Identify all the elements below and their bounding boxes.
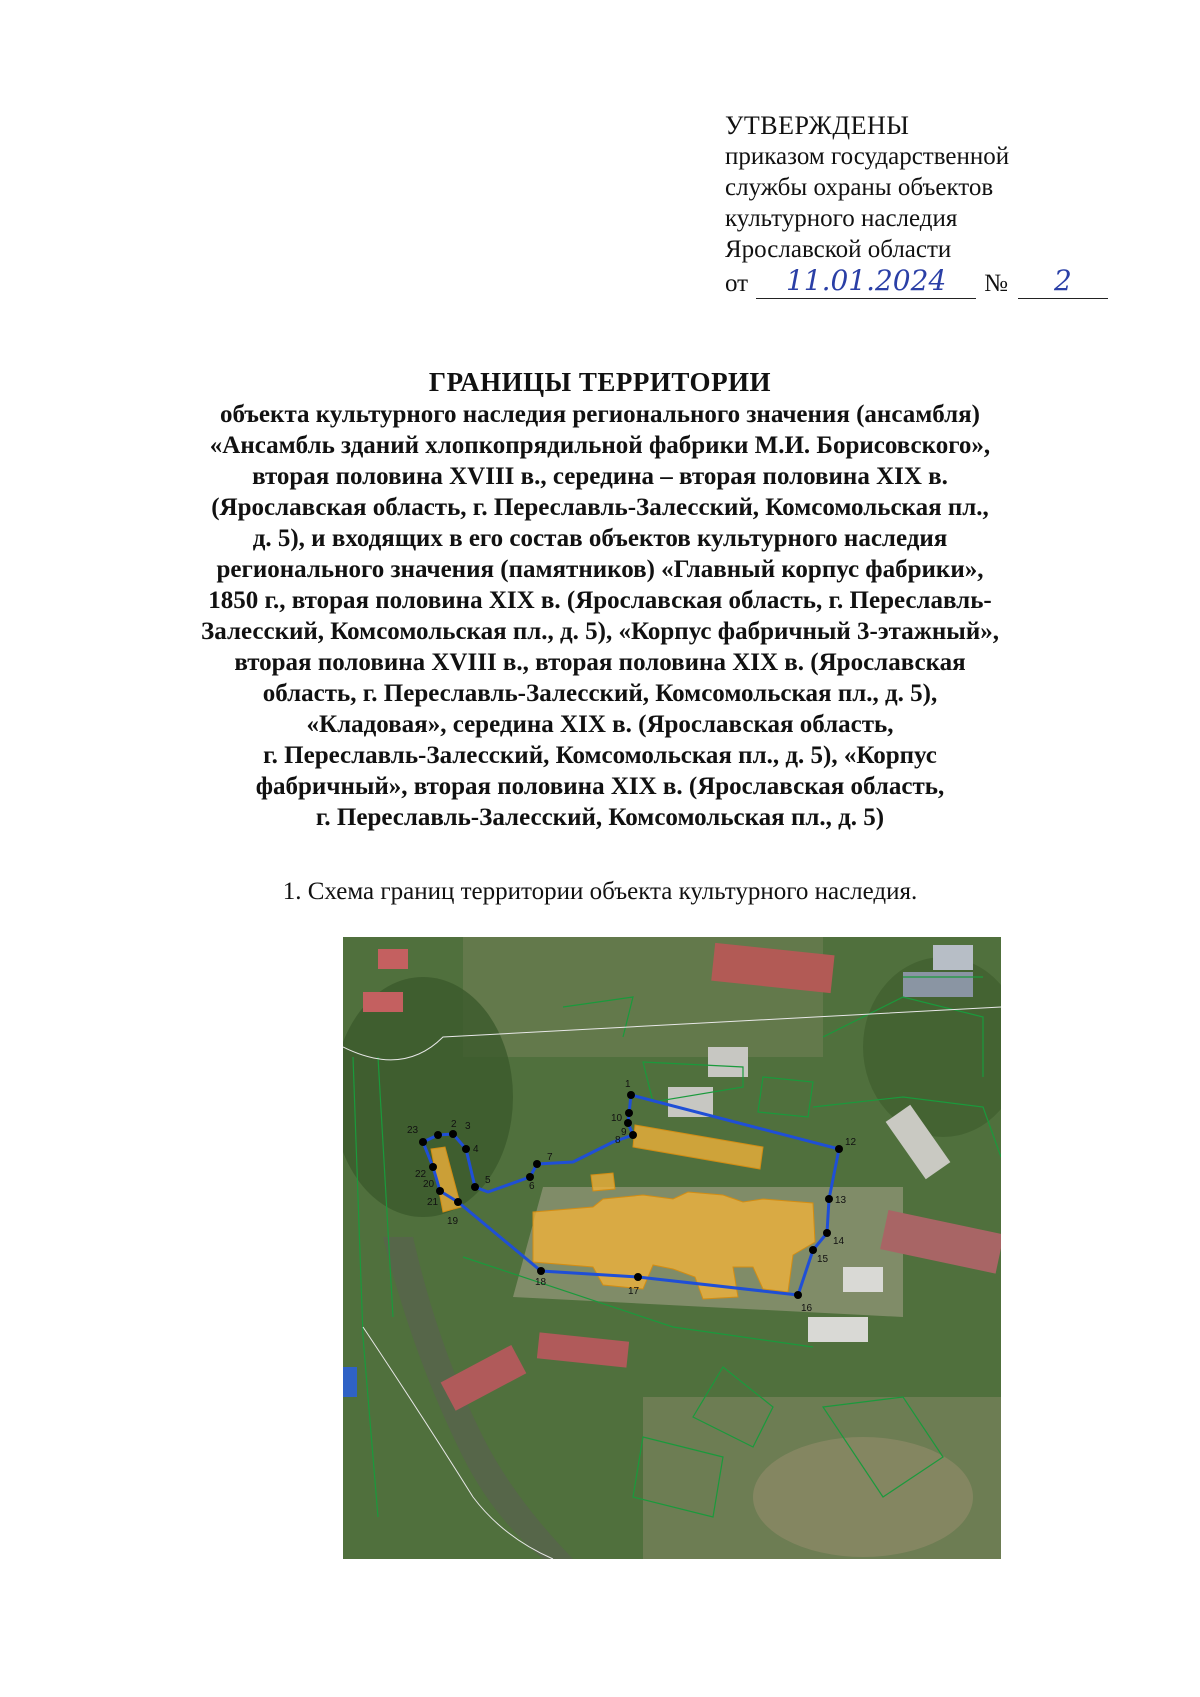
title-line-7: 1850 г., вторая половина XIX в. (Ярославская область, г. Переславль- xyxy=(208,587,992,614)
document-title xyxy=(180,365,1020,833)
approval-line-4: Ярославской области xyxy=(725,236,952,263)
point-label: 7 xyxy=(547,1152,553,1163)
title-line-12: г. Переславль-Залесский, Комсомольская пл., д. 5), «Корпус xyxy=(263,742,937,769)
number-field xyxy=(1018,265,1108,299)
point-label: 13 xyxy=(835,1195,847,1206)
point-label: 2 xyxy=(451,1119,457,1130)
approval-line-3: культурного наследия xyxy=(725,205,958,232)
point-label: 15 xyxy=(817,1254,829,1265)
approval-line-2: службы охраны объектов xyxy=(725,174,994,201)
point-label: 12 xyxy=(845,1137,857,1148)
title-line-6: регионального значения (памятников) «Главный корпус фабрики», xyxy=(216,556,984,583)
title-line-3: вторая половина XVIII в., середина – вторая половина XIX в. xyxy=(252,463,948,490)
title-line-13: фабричный», вторая половина XIX в. (Ярославская область, xyxy=(255,773,945,800)
point-label: 5 xyxy=(485,1175,491,1186)
title-line-9: вторая половина XVIII в., вторая половина XIX в. (Ярославская xyxy=(234,649,966,676)
point-label: 9 xyxy=(621,1127,627,1138)
point-label: 20 xyxy=(423,1179,435,1190)
point-label: 1 xyxy=(625,1079,631,1090)
point-label: 14 xyxy=(833,1236,845,1247)
point-label: 21 xyxy=(427,1197,439,1208)
point-label: 10 xyxy=(611,1113,623,1124)
point-label: 22 xyxy=(415,1169,427,1180)
point-label: 3 xyxy=(465,1121,471,1132)
point-label: 19 xyxy=(447,1216,459,1227)
title-main: ГРАНИЦЫ ТЕРРИТОРИИ xyxy=(428,367,772,397)
section-heading: 1. Схема границ территории объекта культурного наследия. xyxy=(282,878,918,905)
boundary-map xyxy=(343,937,1001,1559)
approval-line-1: приказом государственной xyxy=(725,143,1010,170)
point-label: 23 xyxy=(407,1125,419,1136)
point-label: 4 xyxy=(473,1144,479,1155)
approval-stamp xyxy=(725,110,1108,299)
number-label: № xyxy=(984,270,1008,297)
point-label: 6 xyxy=(529,1181,535,1192)
handwritten-date: 11.01.2024 xyxy=(785,264,947,297)
date-prefix: от xyxy=(725,270,749,297)
title-line-2: «Ансамбль зданий хлопкопрядильной фабрики М.И. Борисовского», xyxy=(209,432,991,459)
handwritten-number: 2 xyxy=(1054,264,1072,297)
approval-date-line xyxy=(725,265,1108,299)
title-line-4: (Ярославская область, г. Переславль-Залесский, Комсомольская пл., xyxy=(211,494,989,521)
approval-heading: УТВЕРЖДЕНЫ xyxy=(725,111,910,140)
point-label: 8 xyxy=(615,1135,621,1146)
title-line-11: «Кладовая», середина XIX в. (Ярославская область, xyxy=(306,711,894,738)
title-line-1: объекта культурного наследия регионального значения (ансамбля) xyxy=(219,401,981,428)
title-line-8: Залесский, Комсомольская пл., д. 5), «Корпус фабричный 3-этажный», xyxy=(201,618,999,645)
title-line-10: область, г. Переславль-Залесский, Комсомольская пл., д. 5), xyxy=(262,680,938,707)
point-label: 16 xyxy=(801,1303,813,1314)
date-field xyxy=(756,265,976,299)
point-label: 18 xyxy=(535,1277,547,1288)
title-line-14: г. Переславль-Залесский, Комсомольская пл., д. 5) xyxy=(315,804,885,831)
title-line-5: д. 5), и входящих в его состав объектов культурного наследия xyxy=(252,525,948,552)
point-label: 17 xyxy=(628,1286,640,1297)
